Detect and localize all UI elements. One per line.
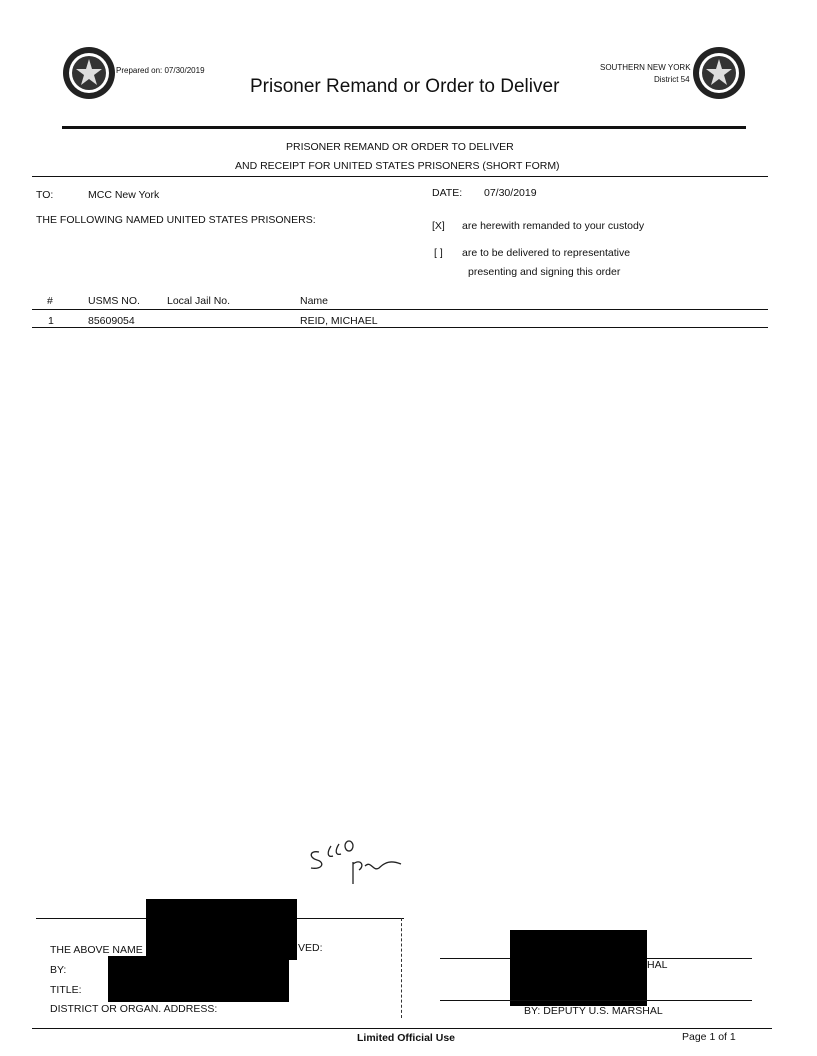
header-rule: [62, 126, 746, 129]
row-name: REID, MICHAEL: [300, 315, 378, 327]
form-top-rule: [32, 176, 768, 177]
footer-rule: [32, 1028, 772, 1029]
option2-box: [ ]: [434, 247, 443, 259]
redaction-block-1: [146, 899, 297, 960]
page-title: Prisoner Remand or Order to Deliver: [250, 76, 560, 97]
received-label: VED:: [298, 942, 323, 954]
option1-text: are herewith remanded to your custody: [462, 220, 645, 232]
deputy-marshal-label: BY: DEPUTY U.S. MARSHAL: [524, 1005, 663, 1017]
option1-box: [X]: [432, 220, 445, 232]
to-value: MCC New York: [88, 189, 160, 201]
col-header-usms: USMS NO.: [88, 295, 140, 307]
form-heading-line2: AND RECEIPT FOR UNITED STATES PRISONERS (SHORT FORM): [235, 160, 560, 172]
above-named-label: THE ABOVE NAME: [50, 944, 143, 956]
page-number: Page 1 of 1: [682, 1031, 736, 1043]
district-address-label: DISTRICT OR ORGAN. ADDRESS:: [50, 1003, 218, 1015]
row-num: 1: [48, 315, 54, 327]
col-header-num: #: [47, 295, 53, 307]
handwritten-note: [305, 838, 415, 888]
by-label: BY:: [50, 964, 67, 976]
to-label: TO:: [36, 189, 54, 201]
classification-label: Limited Official Use: [357, 1032, 456, 1044]
row-usms: 85609054: [88, 315, 135, 327]
form-heading-line1: PRISONER REMAND OR ORDER TO DELIVER: [286, 141, 514, 153]
date-label: DATE:: [432, 187, 463, 199]
marshal-label-fragment: HAL: [647, 959, 668, 971]
col-header-name: Name: [300, 295, 329, 307]
district-name: SOUTHERN NEW YORK: [600, 63, 691, 72]
handwriting-drawing: [305, 838, 415, 888]
prepared-on: Prepared on: 07/30/2019: [116, 66, 205, 75]
deputy-signature-rule: [440, 1000, 752, 1001]
option2-text-2: presenting and signing this order: [468, 266, 621, 278]
usms-seal-right-icon: [692, 46, 746, 100]
prisoners-label: THE FOLLOWING NAMED UNITED STATES PRISONERS:: [36, 214, 316, 226]
district-number: District 54: [654, 75, 690, 84]
table-header-rule: [32, 309, 768, 310]
date-value: 07/30/2019: [484, 187, 537, 199]
receipt-divider: [401, 918, 402, 1018]
option2-text: are to be delivered to representative: [462, 247, 631, 259]
table-row-rule: [32, 327, 768, 328]
usms-seal-left-icon: [62, 46, 116, 100]
title-label: TITLE:: [50, 984, 82, 996]
col-header-jail: Local Jail No.: [167, 295, 231, 307]
redaction-block-2: [108, 956, 289, 1002]
redaction-block-3: [510, 930, 647, 1006]
